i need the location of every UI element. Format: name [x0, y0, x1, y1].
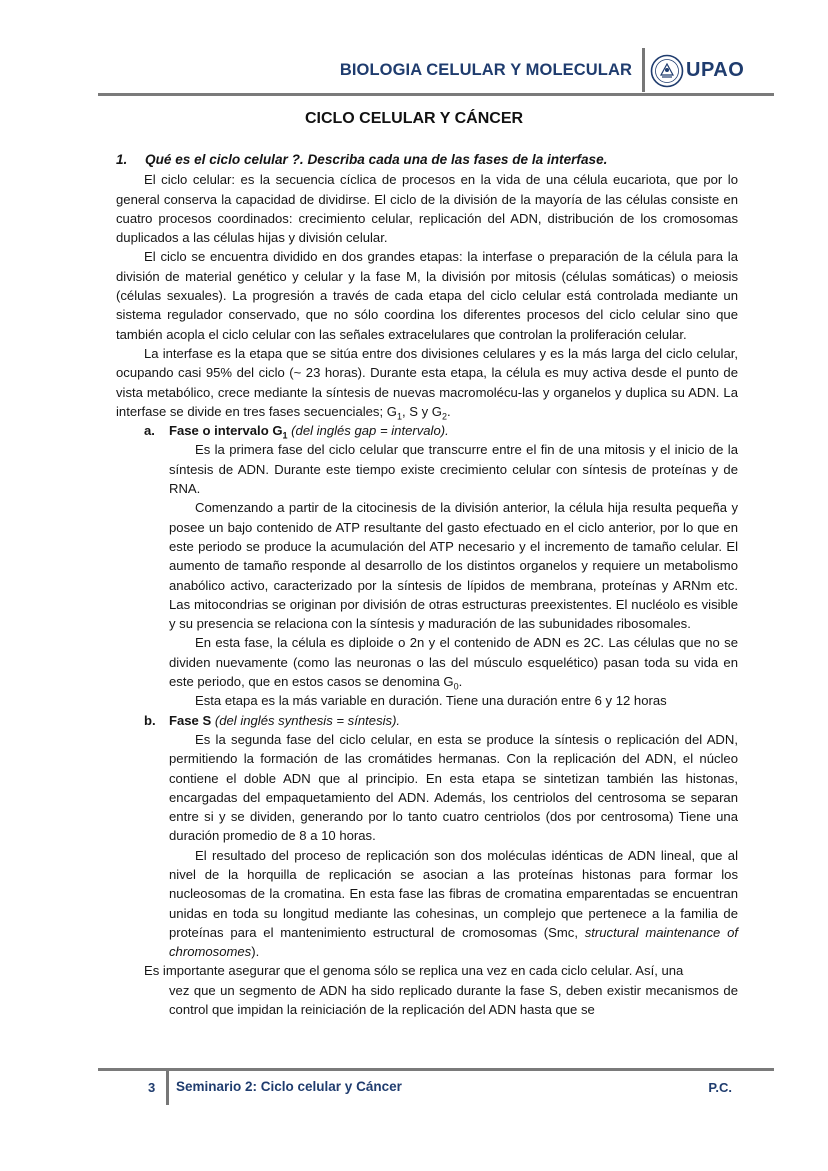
section-b-letter: b. — [144, 712, 156, 728]
document-title: CICLO CELULAR Y CÁNCER — [304, 110, 524, 127]
intro-paragraph-3 — [116, 344, 738, 421]
question-text: Qué es el ciclo celular ?. Describa cada una de las fases de la interfase. — [145, 152, 608, 167]
g1-subscript: 1 — [396, 411, 402, 422]
section-a-p3-text: En esta fase, la célula es diploide o 2n y el contenido de ADN es 2C. Las células que no se dividen nuevamente (como las neuronas o las del músculo esquelético) pasan toda su vida en este periodo, que en estos casos se denomina G — [169, 635, 738, 690]
section-a-paragraph-2: Comenzando a partir de la citocinesis de la división anterior, la célula hija resulta pequeña y posee un bajo contenido de ATP resultante del gasto efectuado en el ciclo anterior, por lo que en este periodo se produce la acumulación del ATP necesario y el incremento de tamaño celular. El aumento de tamaño responde al desarrollo de los distintos organelos y requiere un metabolismo anabólico activo, caracterizado por la síntesis de lípidos de membrana, proteínas y ARNm etc. Las mitocondrias se originan por división de otras estructuras preexistentes. El nucléolo es visible y su presencia se relaciona con la síntesis y maduración de las subunidades ribosomales. — [169, 500, 738, 632]
question-number: 1. — [116, 152, 128, 167]
header-rule — [98, 93, 774, 96]
closing-rest: vez que un segmento de ADN ha sido replicado durante la fase S, deben existir mecanismos de control que impidan la reiniciación de la replicación del ADN hasta que se — [169, 982, 738, 1018]
footer-divider — [166, 1071, 169, 1105]
section-a-p3-end: . — [458, 674, 463, 690]
logo-text: UPAO — [686, 59, 745, 81]
section-b-p2-text: El resultado del proceso de replicación son dos moléculas idénticas de ADN lineal, que al nivel de la horquilla de replicación se asocian a las proteínas histonas para formar los nucleosomas de la cromatina. En esta fase las fibras de cromatina emparentadas se encuentran unidas en toda su longitud mediante las cohesinas, un complejo que pertenece a la familia de proteínas para el mantenimiento estructural de cromosomas (Smc, — [169, 847, 738, 940]
header-divider — [642, 48, 645, 92]
section-b-p2-italic: structural maintenance of chromosomes — [169, 924, 738, 960]
section-b-gloss: (del inglés synthesis = síntesis). — [214, 712, 401, 728]
section-b-paragraph-2 — [169, 846, 738, 962]
g0-subscript: 0 — [453, 681, 459, 692]
page-header — [98, 44, 774, 96]
intro3-end: . — [447, 403, 451, 419]
g2-subscript: 2 — [441, 411, 447, 422]
section-a-gloss: (del inglés gap = intervalo). — [291, 423, 449, 439]
page-footer — [98, 1068, 774, 1108]
course-title: BIOLOGIA CELULAR Y MOLECULAR — [339, 61, 632, 79]
footer-rule — [98, 1068, 774, 1071]
section-a-label: Fase o intervalo G — [169, 423, 283, 439]
intro3-mid: , S y G — [401, 403, 442, 419]
intro-paragraph-1: El ciclo celular: es la secuencia cíclica de procesos en la vida de una célula eucariota, que por lo general conserva la capacidad de dividirse. El ciclo de la división de la mayoría de las células consiste en cuatro procesos coordinados: crecimiento celular, replicación del ADN, distribución de los cromosomas duplicados a las células hijas y división celular. — [116, 172, 738, 246]
section-b-label: Fase S — [169, 712, 212, 728]
author-initials: P.C. — [708, 1080, 732, 1095]
section-a-letter: a. — [144, 423, 155, 439]
section-a-paragraph-4: Esta etapa es la más variable en duración. Tiene una duración entre 6 y 12 horas — [195, 693, 667, 709]
upao-logo — [650, 54, 774, 88]
section-b-paragraph-1: Es la segunda fase del ciclo celular, en esta se produce la síntesis o replicación del ADN, permitiendo la formación de las cromátides hermanas. Con la replicación del ADN, el núcleo contiene el doble ADN que al principio. En esta etapa se sintetizan también las histonas, encargadas del empaquetamiento del ADN. Además, los centriolos del centrosoma se separan entre si y se dividen, generando por lo tanto cuatro centriolos (dos por centrosoma) Tiene una duración promedio de 8 a 10 horas. — [169, 731, 738, 844]
intro3-text: La interfase es la etapa que se sitúa entre dos divisiones celulares y es la más larga del ciclo celular, ocupando casi 95% del ciclo (~ 23 horas). Durante esta etapa, la célula es muy activa desde el punto de vista metabólico, crece mediante la síntesis de nuevas macromolécu-las y organelos y duplica su ADN. La interfase se divide en tres fases secuenciales; G — [116, 345, 738, 419]
section-b-heading — [144, 711, 738, 730]
section-b-p2-end: ). — [251, 944, 260, 960]
document-body — [116, 150, 738, 1019]
seminar-title: Seminario 2: Ciclo celular y Cáncer — [176, 1079, 402, 1094]
section-a-paragraph-1: Es la primera fase del ciclo celular que transcurre entre el fin de una mitosis y el inicio de la síntesis de ADN. Durante este tiempo existe crecimiento celular con síntesis de proteínas y de RNA. — [169, 442, 738, 497]
section-a-paragraph-3 — [169, 633, 738, 691]
university-seal-icon — [650, 54, 684, 88]
section-a-subscript: 1 — [282, 430, 288, 441]
page-number: 3 — [148, 1080, 156, 1095]
question-heading — [116, 150, 738, 169]
section-a-heading — [144, 421, 738, 440]
intro-paragraph-2: El ciclo se encuentra dividido en dos grandes etapas: la interfase o preparación de la célula para la división de material genético y celular y la fase M, la división por mitosis (células somáticas) o meiosis (células sexuales). La progresión a través de cada etapa del ciclo celular está controlada mediante un sistema regulador conservado, que no sólo coordina los diferentes procesos del ciclo celular sino que también acopla el ciclo celular con las señales extracelulares que controlan la proliferación celular. — [116, 249, 738, 342]
closing-first-line: Es importante asegurar que el genoma sólo se replica una vez en cada ciclo celular. Así, una — [144, 963, 684, 979]
